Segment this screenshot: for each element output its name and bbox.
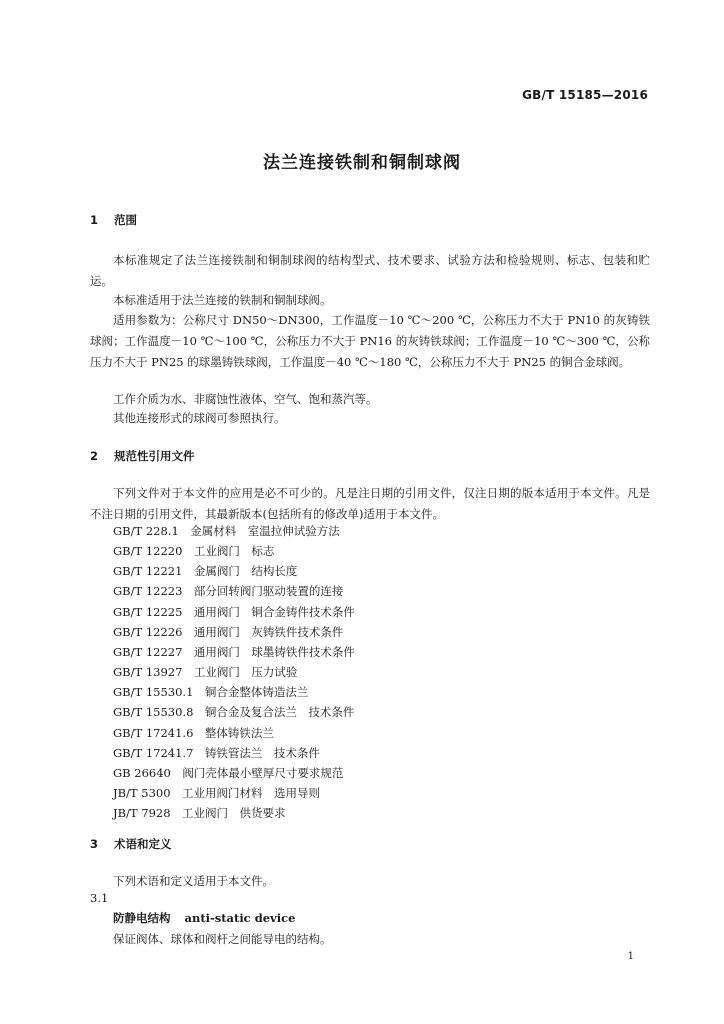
- paragraph: 本标准适用于法兰连接的铁制和铜制球阀。: [113, 293, 332, 307]
- reference-item: GB/T 12225 通用阀门 铜合金铸件技术条件: [113, 604, 355, 619]
- reference-item: GB/T 12226 通用阀门 灰铸铁件技术条件: [113, 624, 344, 639]
- term-name-chinese: 防静电结构: [113, 911, 171, 925]
- page-number: 1: [627, 951, 634, 962]
- reference-item: GB/T 17241.7 铸铁管法兰 技术条件: [113, 745, 320, 760]
- reference-list: [113, 521, 355, 823]
- reference-item: GB/T 13927 工业阀门 压力试验: [113, 665, 298, 680]
- section-title: 规范性引用文件: [114, 449, 195, 463]
- paragraph: 下列文件对于本文件的应用是必不可少的。凡是注日期的引用文件，仅注日期的版本适用于本文件。凡是不注日期的引用文件，其最新版本(包括所有的修改单)适用于本文件。: [90, 486, 650, 521]
- reference-item: GB/T 12220 工业阀门 标志: [113, 544, 275, 559]
- reference-item: GB/T 15530.8 铜合金及复合法兰 技术条件: [113, 705, 355, 720]
- term-name: [113, 910, 295, 926]
- standard-code: GB/T 15185—2016: [522, 88, 648, 102]
- term-definition: 保证阀体、球体和阀杆之间能导电的结构。: [113, 932, 332, 946]
- reference-item: GB 26640 阀门壳体最小壁厚尺寸要求规范: [113, 765, 344, 780]
- reference-item: GB/T 228.1 金属材料 室温拉伸试验方法: [113, 524, 340, 538]
- reference-item: GB/T 15530.1 铜合金整体铸造法兰: [113, 685, 309, 700]
- section-title: 范围: [114, 213, 138, 227]
- reference-item: GB/T 12221 金属阀门 结构长度: [113, 564, 298, 579]
- reference-item: JB/T 5300 工业用阀门材料 选用导则: [113, 786, 321, 801]
- section-3-heading: [90, 836, 172, 852]
- reference-item: GB/T 12223 部分回转阀门驱动装置的连接: [113, 584, 344, 599]
- section-1-heading: [90, 212, 137, 228]
- reference-item: GB/T 12227 通用阀门 球墨铸铁件技术条件: [113, 644, 355, 659]
- paragraph: 下列术语和定义适用于本文件。: [113, 874, 274, 888]
- term-number: 3.1: [90, 891, 109, 905]
- paragraph: 工作介质为水、非腐蚀性液体、空气、饱和蒸汽等。: [113, 392, 378, 406]
- section-number: 3: [90, 837, 99, 851]
- section-number: 2: [90, 449, 99, 463]
- reference-item: GB/T 17241.6 整体铸铁法兰: [113, 725, 274, 740]
- reference-item: JB/T 7928 工业阀门 供货要求: [113, 806, 286, 821]
- paragraph: 适用参数为：公称尺寸 DN50～DN300，工作温度－10 ℃～200 ℃，公称压力不大于 PN10 的灰铸铁球阀；工作温度－10 ℃～100 ℃，公称压力不大于 PN16 的灰铸铁球阀；工作温度－10 ℃～300 ℃，公称压力不大于 PN25 的球墨铸铁球阀，工作温度－40 ℃～180 ℃，公称压力不大于 PN25 的铜合金球阀。: [90, 313, 650, 369]
- section-2-heading: [90, 448, 195, 464]
- section-title: 术语和定义: [114, 837, 172, 851]
- section-number: 1: [90, 213, 99, 227]
- term-name-english: anti-static device: [184, 911, 296, 925]
- paragraph: 本标准规定了法兰连接铁制和铜制球阀的结构型式、技术要求、试验方法和检验规则、标志、包装和贮运。: [90, 253, 650, 288]
- document-title: 法兰连接铁制和铜制球阀: [263, 153, 461, 173]
- paragraph: 其他连接形式的球阀可参照执行。: [113, 411, 286, 425]
